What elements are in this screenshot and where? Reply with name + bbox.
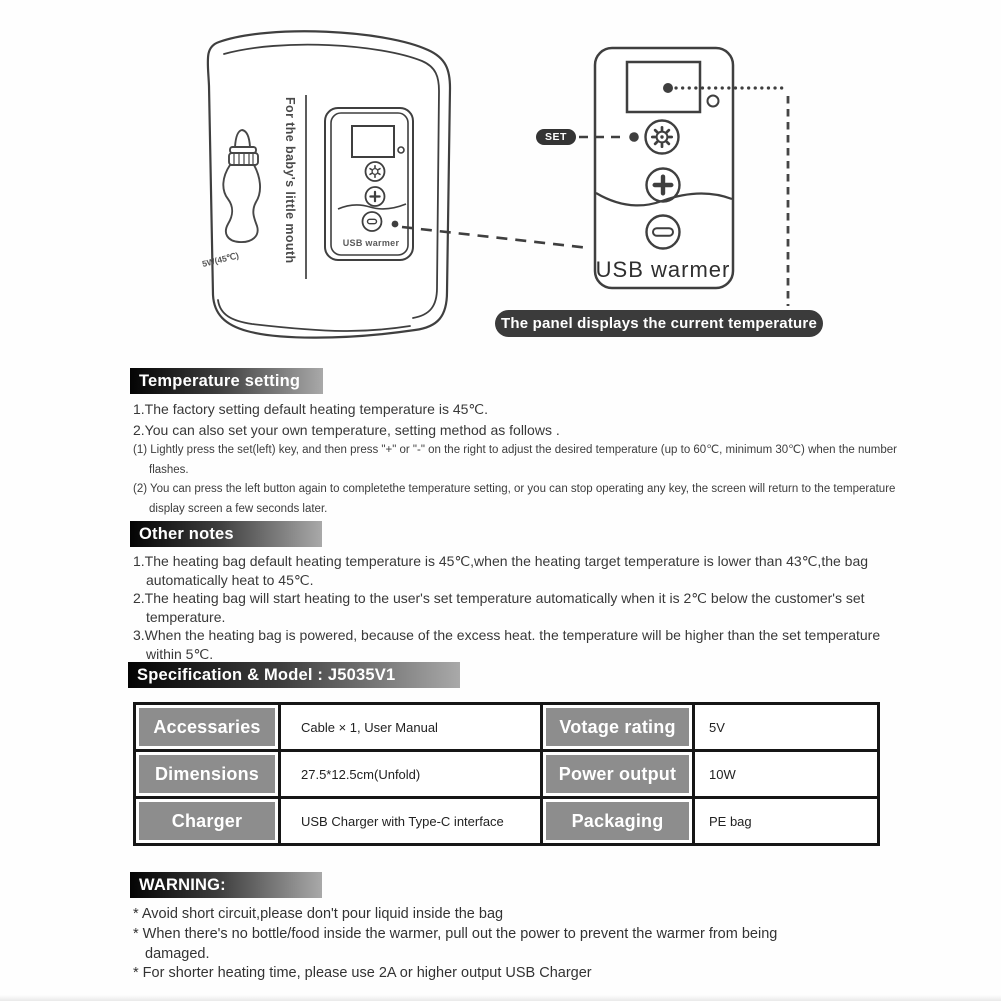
- spec-row-3: [135, 798, 879, 845]
- spec-value-packaging: PE bag: [694, 798, 879, 845]
- set-button-gear-icon: [646, 121, 679, 154]
- spec-label-voltage-rating: Votage rating: [542, 704, 694, 751]
- spec-row-2: [135, 751, 879, 798]
- panel-callout-banner: The panel displays the current temperature: [495, 310, 823, 337]
- other-note-2: 2.The heating bag will start heating to the user's set temperature automatically when it is 2℃ below the customer's set temperature.: [133, 590, 865, 625]
- bag-callout-dot: [392, 221, 399, 228]
- enlarged-panel: [595, 48, 733, 288]
- spec-label-charger: Charger: [135, 798, 280, 845]
- temperature-item-2: 2.You can also set your own temperature, setting method as follows .: [133, 422, 560, 438]
- spec-value-accessaries: Cable × 1, User Manual: [280, 704, 542, 751]
- product-diagram: [0, 0, 1001, 365]
- other-note-1: 1.The heating bag default heating temperature is 45℃,when the heating target temperature is lower than 43℃,the bag automatically heat to 45℃.: [133, 553, 869, 588]
- spec-value-power-output: 10W: [694, 751, 879, 798]
- panel-name-label: USB warmer: [595, 257, 731, 282]
- section-title-specification: Specification & Model : J5035V1: [128, 662, 460, 688]
- set-pointer-dot: [629, 132, 639, 142]
- bag-slogan-vertical-text: For the baby's little mouth: [283, 97, 297, 264]
- bag-tiny-label: 5W(45℃): [201, 250, 240, 269]
- minus-button-icon: [647, 216, 680, 249]
- spec-label-accessaries: Accessaries: [135, 704, 280, 751]
- section-title-temperature-setting: Temperature setting: [130, 368, 323, 394]
- spec-label-dimensions: Dimensions: [135, 751, 280, 798]
- spec-value-charger: USB Charger with Type-C interface: [280, 798, 542, 845]
- section-title-other-notes: Other notes: [130, 521, 322, 547]
- display-callout-dot: [663, 83, 673, 93]
- bag-minus-button-icon: [363, 212, 382, 231]
- warning-item-2: * When there's no bottle/food inside the warmer, pull out the power to prevent the warmer from being damaged.: [133, 926, 778, 962]
- section-title-warning: WARNING:: [130, 872, 322, 898]
- spec-row-1: [135, 704, 879, 751]
- temperature-subitem-2: (2) You can press the left button again to completethe temperature setting, or you can stop operating any key, the screen will return to the temperature display screen a few seconds later.: [133, 483, 896, 515]
- specification-table: [133, 702, 880, 846]
- spec-label-packaging: Packaging: [542, 798, 694, 845]
- temperature-subitem-1: (1) Lightly press the set(left) key, and then press "+" or "-" on the right to adjust the desired temperature (up to 60℃, minimum 30℃) when the number flashes.: [133, 444, 897, 476]
- spec-value-voltage-rating: 5V: [694, 704, 879, 751]
- other-note-3: 3.When the heating bag is powered, because of the excess heat. the temperature will be higher than the set temperature within 5℃.: [133, 627, 881, 662]
- temperature-item-1: 1.The factory setting default heating temperature is 45℃.: [133, 401, 489, 417]
- warning-item-3: * For shorter heating time, please use 2A or higher output USB Charger: [133, 965, 592, 981]
- spec-value-dimensions: 27.5*12.5cm(Unfold): [280, 751, 542, 798]
- warning-item-1: * Avoid short circuit,please don't pour liquid inside the bag: [133, 906, 504, 922]
- bottom-edge-shadow: [0, 995, 1001, 1001]
- spec-label-power-output: Power output: [542, 751, 694, 798]
- set-label-pill: SET: [536, 129, 576, 145]
- bag-panel-name-label: USB warmer: [342, 238, 400, 248]
